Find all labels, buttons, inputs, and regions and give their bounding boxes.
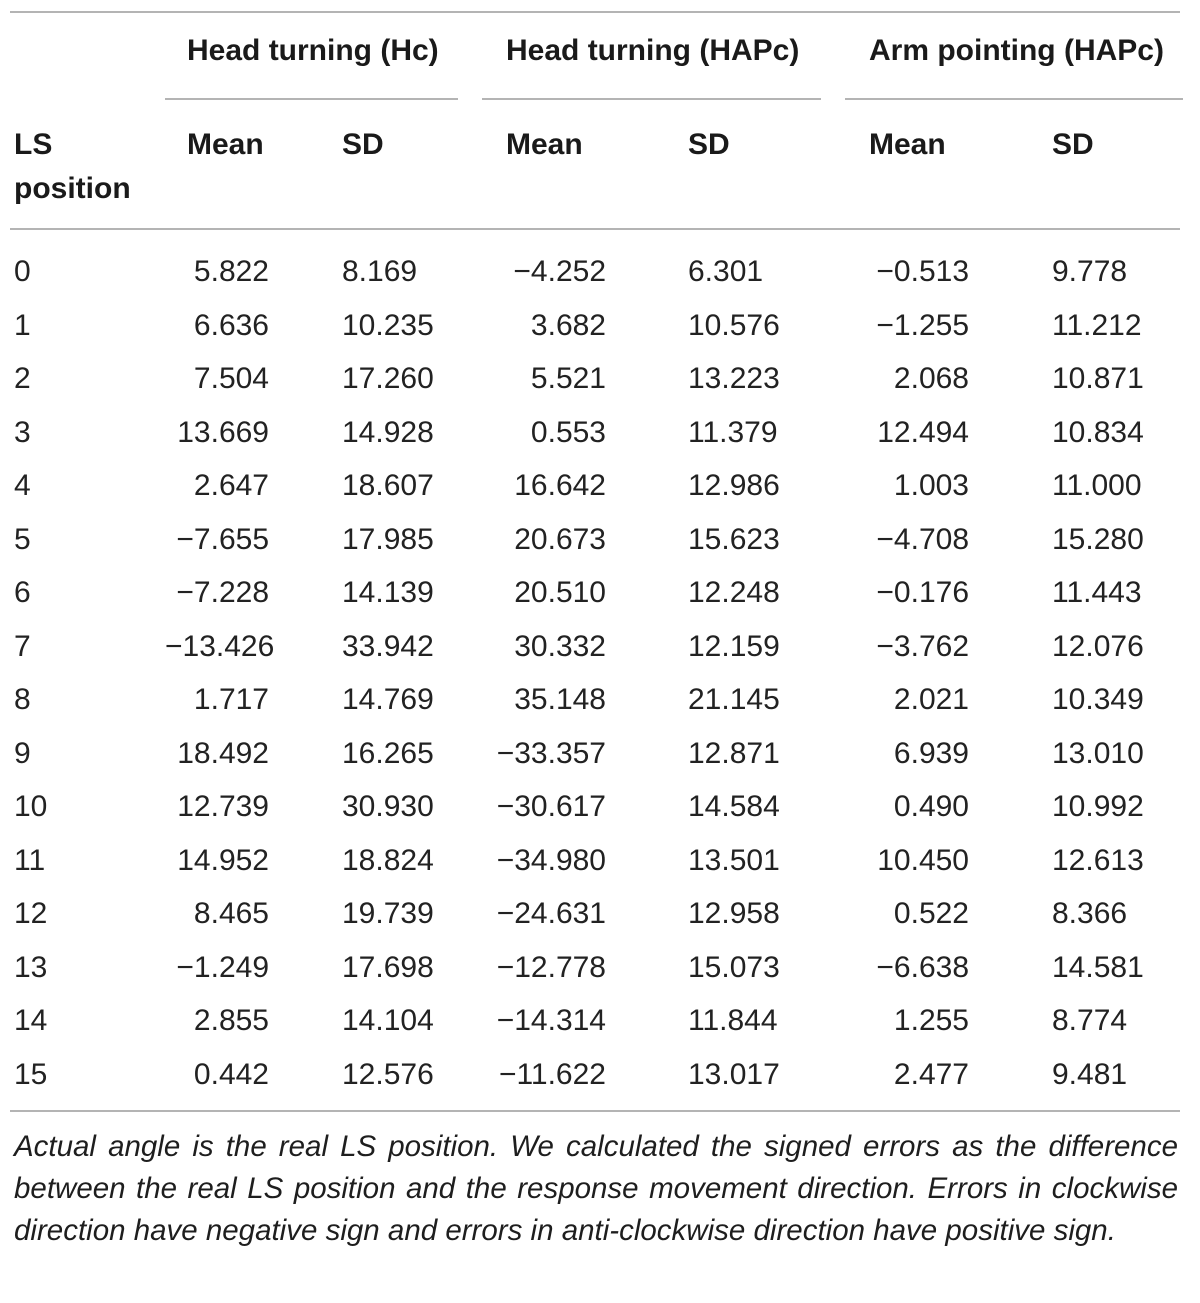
table-row [0,732,1200,786]
cell-arm-sd: 9.778 [1052,255,1128,288]
table-row [0,999,1200,1053]
cell-hapc-head-mean: −4.252 [513,255,606,288]
cell-hapc-head-sd: 13.017 [688,1057,780,1091]
cell-hc-sd: 19.739 [342,897,434,930]
cell-ls-position: 0 [14,255,31,288]
cell-hc-sd: 17.985 [342,522,434,556]
table-row [0,571,1200,625]
cell-hapc-head-sd: 10.576 [688,308,780,342]
cell-hc-mean: 2.855 [193,1004,269,1037]
cell-arm-mean: 12.494 [877,415,969,449]
group-rule-head-turning-hapc [482,98,821,100]
group-header-arm-pointing-hapc: Arm pointing (HAPc) [869,34,1164,67]
cell-arm-sd: 10.834 [1052,415,1144,449]
cell-arm-sd: 10.992 [1052,790,1144,823]
cell-arm-mean: −1.255 [876,308,969,342]
cell-arm-mean: −0.176 [876,576,969,609]
table-row [0,250,1200,304]
column-header-ls: LS [14,128,53,161]
cell-hc-mean: 1.717 [193,683,269,716]
cell-hapc-head-sd: 21.145 [688,683,780,716]
cell-arm-mean: −3.762 [876,629,969,663]
cell-arm-mean: 10.450 [877,843,969,877]
cell-hc-mean: −7.655 [176,522,269,556]
cell-ls-position: 15 [14,1057,48,1091]
cell-arm-mean: 2.021 [893,683,969,716]
cell-arm-mean: 1.255 [893,1004,969,1037]
cell-hc-mean: 12.739 [177,790,269,823]
cell-hc-sd: 33.942 [342,629,434,663]
cell-hc-mean: 5.822 [193,255,269,288]
cell-ls-position: 9 [14,736,31,770]
cell-ls-position: 14 [14,1004,48,1037]
cell-arm-sd: 8.366 [1052,897,1128,930]
cell-hc-sd: 14.928 [342,415,434,449]
table-row [0,892,1200,946]
cell-hc-mean: 13.669 [177,415,269,449]
cell-hc-mean: 2.647 [193,469,269,502]
cell-hc-mean: 7.504 [193,362,269,395]
cell-arm-mean: 0.522 [893,897,969,930]
cell-arm-sd: 11.443 [1052,576,1142,609]
cell-arm-mean: 0.490 [893,790,969,823]
cell-hapc-head-sd: 12.871 [688,736,780,770]
cell-hapc-head-mean: −11.622 [498,1057,606,1091]
cell-arm-sd: 11.212 [1052,308,1142,342]
column-header-hapc-mean: Mean [506,128,583,161]
table-row [0,785,1200,839]
group-rule-arm-pointing-hapc [845,98,1183,100]
cell-arm-sd: 8.774 [1052,1004,1128,1037]
table-bottom-rule [10,1110,1180,1112]
cell-ls-position: 6 [14,576,31,609]
table-top-rule [10,11,1180,13]
cell-hc-sd: 18.824 [342,843,434,877]
cell-hapc-head-mean: 20.510 [514,576,606,609]
group-header-head-turning-hc: Head turning (Hc) [187,34,439,67]
cell-ls-position: 5 [14,522,31,556]
cell-arm-sd: 10.349 [1052,683,1144,716]
cell-ls-position: 1 [14,308,31,342]
column-header-position: position [14,172,131,205]
cell-hapc-head-sd: 11.844 [688,1004,778,1037]
cell-hapc-head-mean: −24.631 [496,897,606,930]
cell-hc-mean: 14.952 [177,843,269,877]
column-header-hc-mean: Mean [187,128,264,161]
cell-arm-sd: 9.481 [1052,1057,1128,1091]
cell-ls-position: 11 [14,843,46,877]
cell-hapc-head-sd: 12.248 [688,576,780,609]
cell-ls-position: 10 [14,790,48,823]
cell-hc-mean: −1.249 [176,950,269,984]
cell-arm-sd: 12.076 [1052,629,1144,663]
cell-arm-mean: 2.068 [893,362,969,395]
cell-arm-sd: 15.280 [1052,522,1144,556]
cell-hc-mean: 18.492 [177,736,269,770]
column-header-hc-sd: SD [342,128,384,161]
cell-arm-sd: 14.581 [1052,950,1144,984]
cell-hapc-head-sd: 13.501 [688,843,780,877]
cell-hc-sd: 18.607 [342,469,434,502]
table-row [0,678,1200,732]
header-bottom-rule [10,228,1180,230]
cell-hc-mean: 0.442 [193,1057,269,1091]
cell-hc-mean: −13.426 [165,629,275,663]
table-row [0,1053,1200,1107]
cell-hapc-head-sd: 15.073 [688,950,780,984]
cell-hc-sd: 14.139 [342,576,434,609]
cell-ls-position: 2 [14,362,31,395]
cell-hapc-head-mean: 30.332 [514,629,606,663]
cell-hapc-head-mean: 20.673 [514,522,606,556]
table-row [0,304,1200,358]
cell-hapc-head-sd: 12.159 [688,629,780,663]
cell-hapc-head-sd: 11.379 [688,415,778,449]
column-header-hapc-sd: SD [688,128,730,161]
column-header-arm-sd: SD [1052,128,1094,161]
cell-hapc-head-sd: 12.986 [688,469,780,502]
cell-hc-sd: 8.169 [342,255,418,288]
table-row [0,946,1200,1000]
cell-hapc-head-mean: 5.521 [530,362,606,395]
cell-arm-sd: 13.010 [1052,736,1144,770]
table-row [0,357,1200,411]
cell-hc-sd: 14.769 [342,683,434,716]
table-footnote: Actual angle is the real LS position. We calculated the signed errors as the difference between the real LS position and the response movement direction. Errors in clockwise direction have negative sign and errors in anti-clockwise direction have positive sign. [14,1130,1178,1247]
cell-arm-mean: 2.477 [893,1057,969,1091]
table-row [0,411,1200,465]
cell-ls-position: 4 [14,469,31,502]
cell-ls-position: 12 [14,897,48,930]
cell-ls-position: 13 [14,950,48,984]
cell-hc-mean: −7.228 [176,576,269,609]
table-row [0,518,1200,572]
cell-arm-sd: 12.613 [1052,843,1144,877]
cell-arm-mean: 6.939 [893,736,969,770]
cell-arm-sd: 10.871 [1052,362,1144,395]
cell-hapc-head-mean: 3.682 [530,308,606,342]
cell-hc-sd: 16.265 [342,736,434,770]
cell-hapc-head-sd: 15.623 [688,522,780,556]
group-rule-head-turning-hc [165,98,458,100]
cell-hapc-head-sd: 12.958 [688,897,780,930]
cell-hapc-head-sd: 14.584 [688,790,780,823]
cell-arm-mean: 1.003 [893,469,969,502]
cell-ls-position: 3 [14,415,31,449]
cell-hc-sd: 12.576 [342,1057,434,1091]
cell-arm-mean: −0.513 [876,255,969,288]
cell-arm-mean: −4.708 [876,522,969,556]
table-body [0,250,1200,1106]
cell-hc-sd: 14.104 [342,1004,434,1037]
column-header-arm-mean: Mean [869,128,946,161]
cell-arm-mean: −6.638 [876,950,969,984]
cell-arm-sd: 11.000 [1052,469,1142,502]
group-header-head-turning-hapc: Head turning (HAPc) [506,34,800,67]
cell-hapc-head-mean: −33.357 [496,736,606,770]
table-row [0,625,1200,679]
cell-hc-sd: 17.698 [342,950,434,984]
cell-hapc-head-mean: −12.778 [496,950,606,984]
cell-hapc-head-mean: −34.980 [496,843,606,877]
cell-hapc-head-mean: 16.642 [514,469,606,502]
cell-hapc-head-sd: 13.223 [688,362,780,395]
cell-hc-sd: 17.260 [342,362,434,395]
cell-hc-sd: 30.930 [342,790,434,823]
cell-ls-position: 8 [14,683,31,716]
table-row [0,839,1200,893]
cell-hc-mean: 6.636 [193,308,269,342]
cell-ls-position: 7 [14,629,31,663]
cell-hapc-head-mean: 0.553 [530,415,606,449]
cell-hapc-head-mean: −14.314 [496,1004,606,1037]
cell-hapc-head-mean: −30.617 [496,790,606,823]
cell-hapc-head-mean: 35.148 [514,683,606,716]
cell-hc-mean: 8.465 [193,897,269,930]
cell-hc-sd: 10.235 [342,308,434,342]
cell-hapc-head-sd: 6.301 [688,255,764,288]
table-row [0,464,1200,518]
